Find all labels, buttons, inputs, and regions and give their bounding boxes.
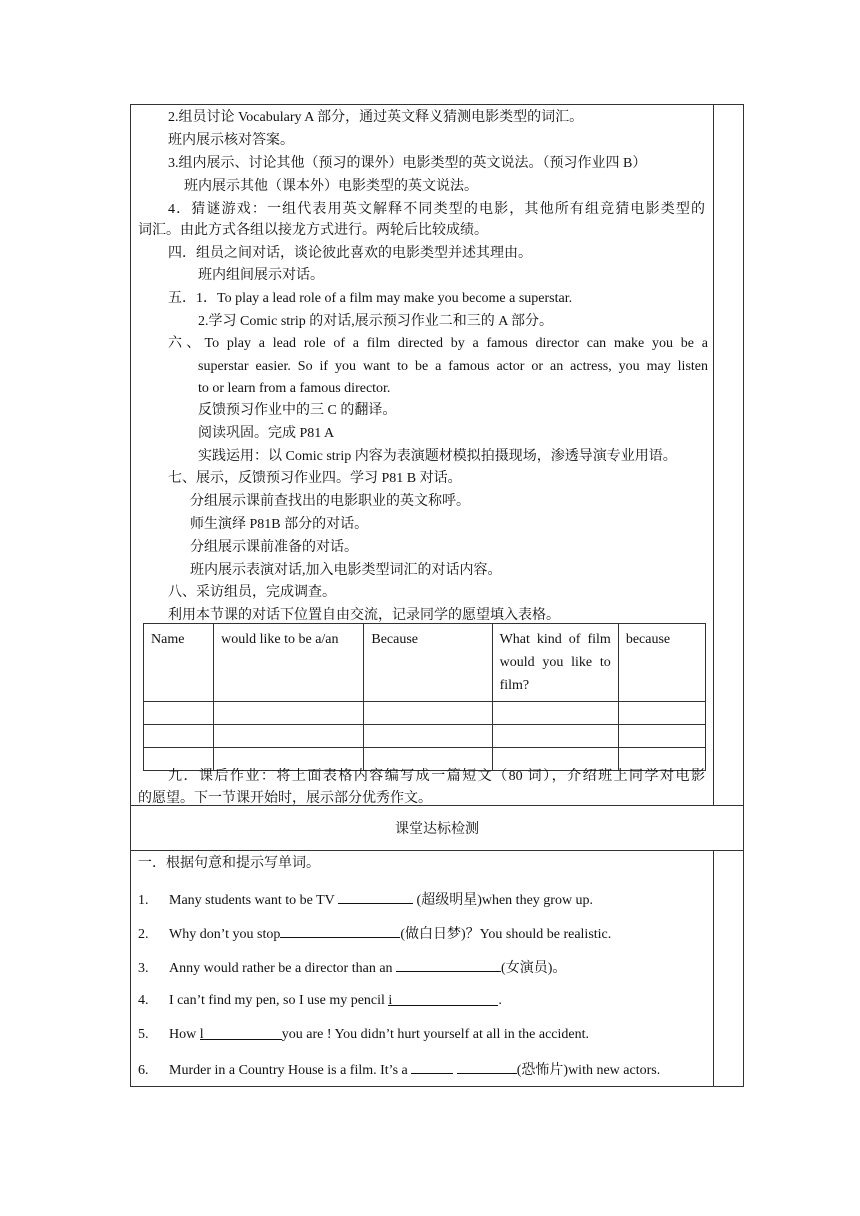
- lesson-line: 反馈预习作业中的三 C 的翻译。: [198, 403, 397, 418]
- item-number: 6.: [138, 1063, 149, 1078]
- lesson-line: 词汇。由此方式各组以接龙方式进行。两轮后比较成绩。: [138, 223, 488, 238]
- item-number: 5.: [138, 1027, 149, 1042]
- lesson-line: 3.组内展示、讨论其他（预习的课外）电影类型的英文说法。（预习作业四 B）: [168, 156, 647, 171]
- table-row: [144, 725, 706, 748]
- item-number: 2.: [138, 927, 149, 942]
- item-text: (女演员)。: [501, 961, 567, 976]
- lesson-line: 分组展示课前准备的对话。: [190, 540, 358, 555]
- homework-line: 九．课后作业：将上面表格内容编写成一篇短文（80 词），介绍班上同学对电影: [168, 769, 705, 784]
- survey-header-row: [144, 624, 706, 702]
- lesson-line: 师生演绎 P81B 部分的对话。: [190, 517, 369, 532]
- table-cell[interactable]: [618, 725, 705, 748]
- item-text: (超级明星)when they grow up.: [413, 893, 594, 908]
- table-cell[interactable]: [214, 702, 364, 725]
- lesson-line: 利用本节课的对话下位置自由交流，记录同学的愿望填入表格。: [168, 608, 560, 623]
- lesson-line: to or learn from a famous director.: [198, 381, 391, 396]
- lesson-line: 四．组员之间对话，谈论彼此喜欢的电影类型并述其理由。: [168, 246, 532, 261]
- exercise-item-1: [138, 889, 593, 911]
- answer-blank[interactable]: [280, 923, 400, 938]
- item-text: I can’t find my pen, so I use my pencil: [169, 993, 389, 1008]
- exercise-item-2: [138, 923, 611, 945]
- section-title-row: [131, 805, 743, 850]
- table-row: [144, 702, 706, 725]
- exercise-item-3: [138, 957, 566, 979]
- lesson-line: 班内展示其他（课本外）电影类型的英文说法。: [184, 179, 478, 194]
- lesson-line: 八、采访组员，完成调查。: [168, 585, 336, 600]
- lesson-line: 4．猜谜游戏：一组代表用英文解释不同类型的电影，其他所有组竞猜电影类型的: [168, 202, 705, 217]
- header-name: Name: [144, 624, 214, 702]
- section-title: 课堂达标检测: [395, 822, 479, 837]
- table-cell[interactable]: [214, 725, 364, 748]
- item-text: Why don’t you stop: [169, 927, 281, 942]
- lesson-line: 实践运用：以 Comic strip 内容为表演题材模拟拍摄现场，渗透导演专业用语。: [198, 449, 677, 464]
- survey-table: [143, 623, 706, 771]
- table-cell[interactable]: [618, 702, 705, 725]
- header-kind-of-film: What kind of film would you like to film?: [492, 624, 618, 702]
- answer-blank[interactable]: i: [388, 991, 498, 1006]
- lesson-line: superstar easier. So if you want to be a famous actor or an actress, you may listen: [198, 359, 708, 374]
- item-number: 3.: [138, 961, 149, 976]
- lesson-line: 七、展示，反馈预习作业四。学习 P81 B 对话。: [168, 471, 462, 486]
- answer-blank-b[interactable]: [457, 1059, 517, 1074]
- item-text: (做白日梦)？You should be realistic.: [400, 927, 612, 942]
- item-text: .: [498, 993, 502, 1008]
- lesson-line: 六、To play a lead role of a film directed by a famous director can make you be a: [168, 336, 708, 351]
- lesson-line: 分组展示课前查找出的电影职业的英文称呼。: [190, 494, 470, 509]
- lesson-line: 阅读巩固。完成 P81 A: [198, 426, 335, 441]
- table-cell[interactable]: [364, 725, 492, 748]
- notes-cell: [714, 105, 743, 805]
- item-text: Many students want to be TV: [169, 893, 339, 908]
- header-would-like: would like to be a/an: [214, 624, 364, 702]
- lesson-line: 班内展示表演对话,加入电影类型词汇的对话内容。: [190, 563, 502, 578]
- lesson-line: 2.组员讨论 Vocabulary A 部分，通过英文释义猜测电影类型的词汇。: [168, 110, 584, 125]
- header-because-2: because: [618, 624, 705, 702]
- exercise-notes-cell: [714, 851, 743, 1086]
- item-number: 4.: [138, 993, 149, 1008]
- lesson-line: 班内组间展示对话。: [198, 268, 324, 283]
- exercise-item-6: [138, 1059, 660, 1081]
- lesson-line: 班内展示核对答案。: [168, 133, 294, 148]
- item-text: Murder in a Country House is a film. It’s a: [169, 1063, 412, 1078]
- answer-blank[interactable]: l: [200, 1025, 282, 1040]
- table-cell[interactable]: [144, 702, 214, 725]
- item-text: Anny would rather be a director than an: [169, 961, 397, 976]
- answer-blank[interactable]: [396, 957, 501, 972]
- answer-blank[interactable]: [338, 889, 413, 904]
- table-cell[interactable]: [492, 725, 618, 748]
- item-number: 1.: [138, 893, 149, 908]
- header-because: Because: [364, 624, 492, 702]
- table-cell[interactable]: [364, 702, 492, 725]
- answer-blank-a[interactable]: [411, 1059, 453, 1074]
- item-text: you are ! You didn’t hurt yourself at all in the accident.: [281, 1027, 590, 1042]
- homework-line: 的愿望。下一节课开始时，展示部分优秀作文。: [138, 791, 432, 806]
- table-cell[interactable]: [144, 725, 214, 748]
- lesson-line: 五．1．To play a lead role of a film may make you become a superstar.: [168, 291, 573, 306]
- item-text: How: [169, 1027, 200, 1042]
- exercise-intro: 一．根据句意和提示写单词。: [138, 856, 320, 871]
- exercise-item-4: [138, 991, 502, 1011]
- table-cell[interactable]: [492, 702, 618, 725]
- lesson-line: 2.学习 Comic strip 的对话,展示预习作业二和三的 A 部分。: [198, 314, 554, 329]
- exercise-item-5: [138, 1025, 589, 1045]
- item-text: (恐怖片)with new actors.: [516, 1063, 661, 1078]
